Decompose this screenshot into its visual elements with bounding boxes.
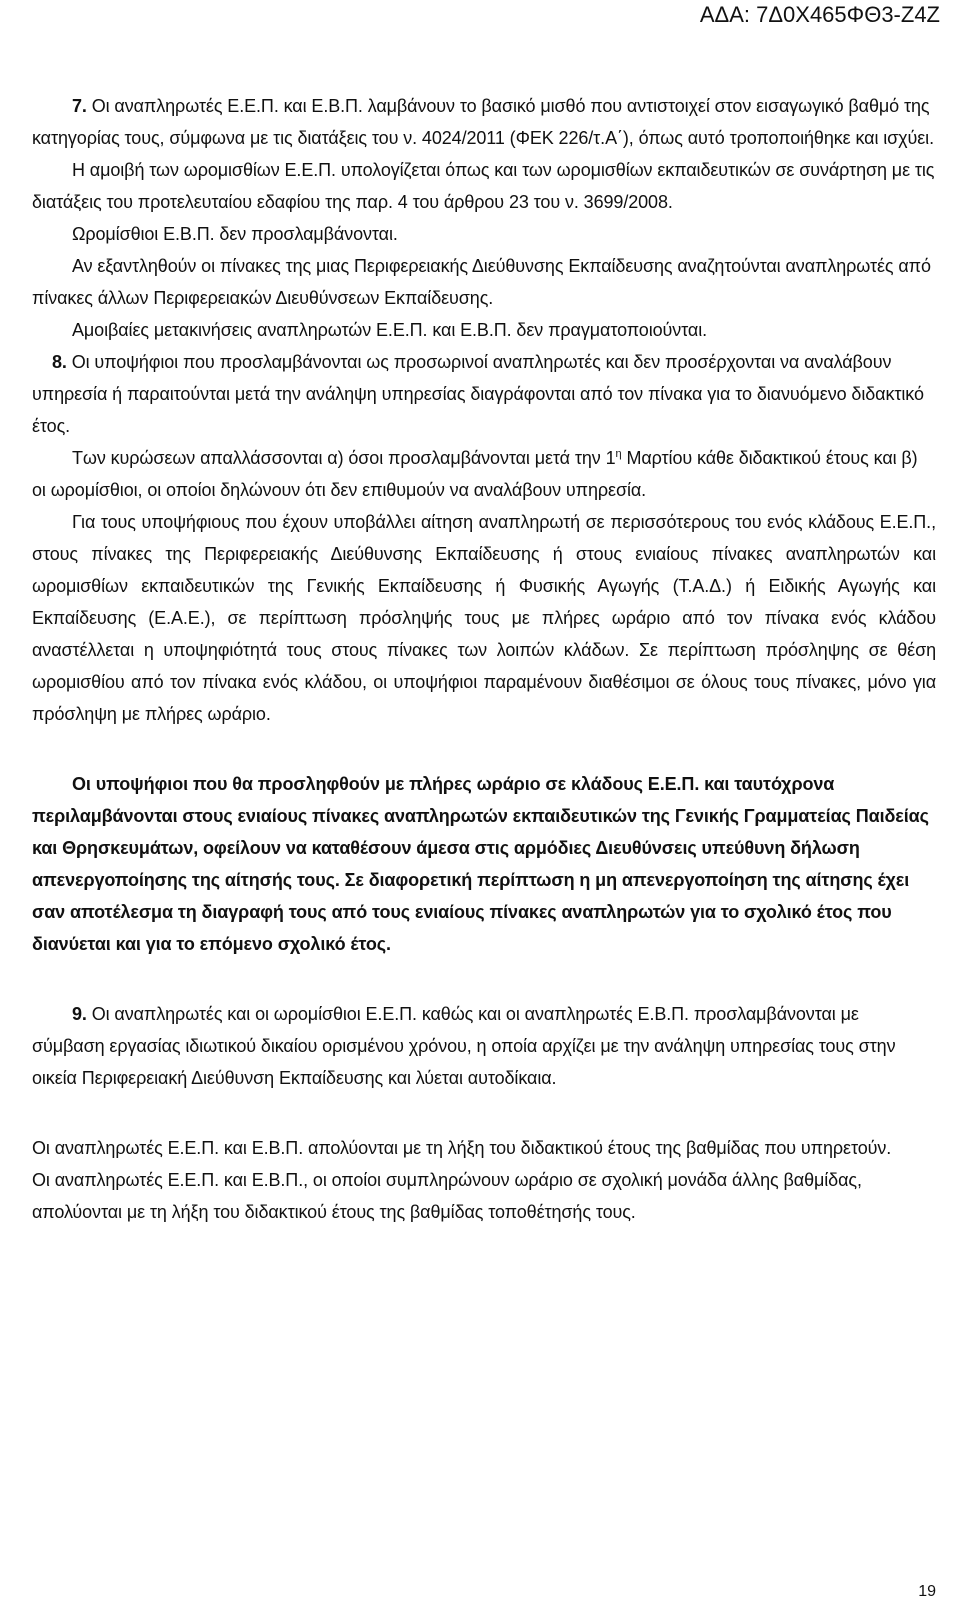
ada-code: ΑΔΑ: 7Δ0Χ465ΦΘ3-Ζ4Ζ	[699, 2, 940, 27]
paragraph-9-text: Οι αναπληρωτές και οι ωρομίσθιοι Ε.Ε.Π. καθώς και οι αναπληρωτές Ε.Β.Π. προσλαμβάνονται με σύμβαση εργασίας ιδιωτικού δικαίου ορισμένου χρόνου, η οποία αρχίζει με την ανάληψη υπηρεσίας τους στην οικεία Περιφερειακή Διεύθυνση Εκπαίδευσης και λύεται αυτοδίκαια.	[32, 1004, 896, 1088]
paragraph-7-hourly-pay: Η αμοιβή των ωρομισθίων Ε.Ε.Π. υπολογίζεται όπως και των ωρομισθίων εκπαιδευτικών σε συνάρτηση με τις διατάξεις του προτελευταίου εδαφίου της παρ. 4 του άρθρου 23 του ν. 3699/2008.	[32, 160, 935, 212]
exemptions-text-post: Μαρτίου κάθε διδακτικού έτους και β) οι ωρομίσθιοι, οι οποίοι δηλώνουν ότι δεν επιθυμούν να αναλάβουν υπηρεσία.	[32, 448, 918, 500]
paragraph-8-multiple-branches: Για τους υποψήφιους που έχουν υποβάλλει αίτηση αναπληρωτή σε περισσότερους του ενός κλάδους Ε.Ε.Π., στους πίνακες της Περιφερειακής Διεύθυνσης Εκπαίδευσης ή στους ενιαίους πίνακες αναπληρωτών και ωρομισθίων εκπαιδευτικών της Γενικής Εκπαίδευσης ή Φυσικής Αγωγής (Τ.Α.Δ.) ή Ειδικής Αγωγής και Εκπαίδευσης (Ε.Α.Ε.), σε περίπτωση πρόσληψής τους με πλήρες ωράριο από τον πίνακα ενός κλάδου αναστέλλεται η υποψηφιότητά τους στους πίνακες των λοιπών κλάδων. Σε περίπτωση πρόσληψης σε θέση ωρομισθίου από τον πίνακα ενός κλάδου, οι υποψήφιοι παραμένουν διαθέσιμοι σε όλους τους πίνακες, μόνο για πρόσληψη με πλήρες ωράριο.	[32, 512, 936, 724]
ordinal-superscript: η	[615, 448, 622, 460]
paragraph-7-no-hourly-ebp: Ωρομίσθιοι Ε.Β.Π. δεν προσλαμβάνονται.	[72, 224, 398, 244]
item-number-9: 9.	[72, 1004, 87, 1024]
spacer	[32, 1094, 936, 1132]
paragraph-7-no-exchanges: Αμοιβαίες μετακινήσεις αναπληρωτών Ε.Ε.Π. και Ε.Β.Π. δεν πραγματοποιούνται.	[72, 320, 708, 340]
paragraph-8-text: Οι υποψήφιοι που προσλαμβάνονται ως προσωρινοί αναπληρωτές και δεν προσέρχονται να αναλάβουν υπηρεσία ή παραιτούνται μετά την ανάληψη υπηρεσίας διαγράφονται από τον πίνακα για το διανυόμενο διδακτικό έτος.	[32, 352, 924, 436]
paragraph-8	[32, 346, 936, 442]
paragraph-9-other-level: Οι αναπληρωτές Ε.Ε.Π. και Ε.Β.Π., οι οποίοι συμπληρώνουν ωράριο σε σχολική μονάδα άλλης βαθμίδας, απολύονται με τη λήξη του διδακτικού έτους της βαθμίδας τοποθέτησής τους.	[32, 1170, 862, 1222]
item-number-8: 8.	[52, 352, 67, 372]
bold-notice: Οι υποψήφιοι που θα προσληφθούν με πλήρες ωράριο σε κλάδους Ε.Ε.Π. και ταυτόχρονα περιλαμβάνονται στους ενιαίους πίνακες αναπληρωτών εκπαιδευτικών της Γενικής Γραμματείας Παιδείας και Θρησκευμάτων, οφείλουν να καταθέσουν άμεσα στις αρμόδιες Διευθύνσεις υπεύθυνη δήλωση απενεργοποίησης της αίτησής τους. Σε διαφορετική περίπτωση η μη απενεργοποίηση της αίτησης έχει σαν αποτέλεσμα τη διαγραφή τους από τους ενιαίους πίνακες αναπληρωτών για το σχολικό έτος που διανύεται και για το επόμενο σχολικό έτος.	[32, 774, 929, 954]
document-body	[32, 90, 936, 1228]
exemptions-text-pre: Των κυρώσεων απαλλάσσονται α) όσοι προσλαμβάνονται μετά την 1	[72, 448, 616, 468]
spacer	[32, 960, 936, 998]
item-number-7: 7.	[72, 96, 87, 116]
paragraph-8-exemptions	[32, 442, 936, 506]
paragraph-7-text: Οι αναπληρωτές Ε.Ε.Π. και Ε.Β.Π. λαμβάνουν το βασικό μισθό που αντιστοιχεί στον εισαγωγικό βαθμό της κατηγορίας τους, σύμφωνα με τις διατάξεις του ν. 4024/2011 (ΦΕΚ 226/τ.Α΄), όπως αυτό τροποποιήθηκε και ισχύει.	[32, 96, 934, 148]
paragraph-7-exhausted-lists: Αν εξαντληθούν οι πίνακες της μιας Περιφερειακής Διεύθυνσης Εκπαίδευσης αναζητούνται αναπληρωτές από πίνακες άλλων Περιφερειακών Διευθύνσεων Εκπαίδευσης.	[32, 256, 931, 308]
paragraph-9	[32, 998, 936, 1094]
page-number: 19	[918, 1583, 936, 1600]
spacer	[32, 730, 936, 768]
paragraph-7	[32, 90, 936, 154]
paragraph-9-dismissal: Οι αναπληρωτές Ε.Ε.Π. και Ε.Β.Π. απολύονται με τη λήξη του διδακτικού έτους της βαθμίδας που υπηρετούν.	[32, 1138, 892, 1158]
